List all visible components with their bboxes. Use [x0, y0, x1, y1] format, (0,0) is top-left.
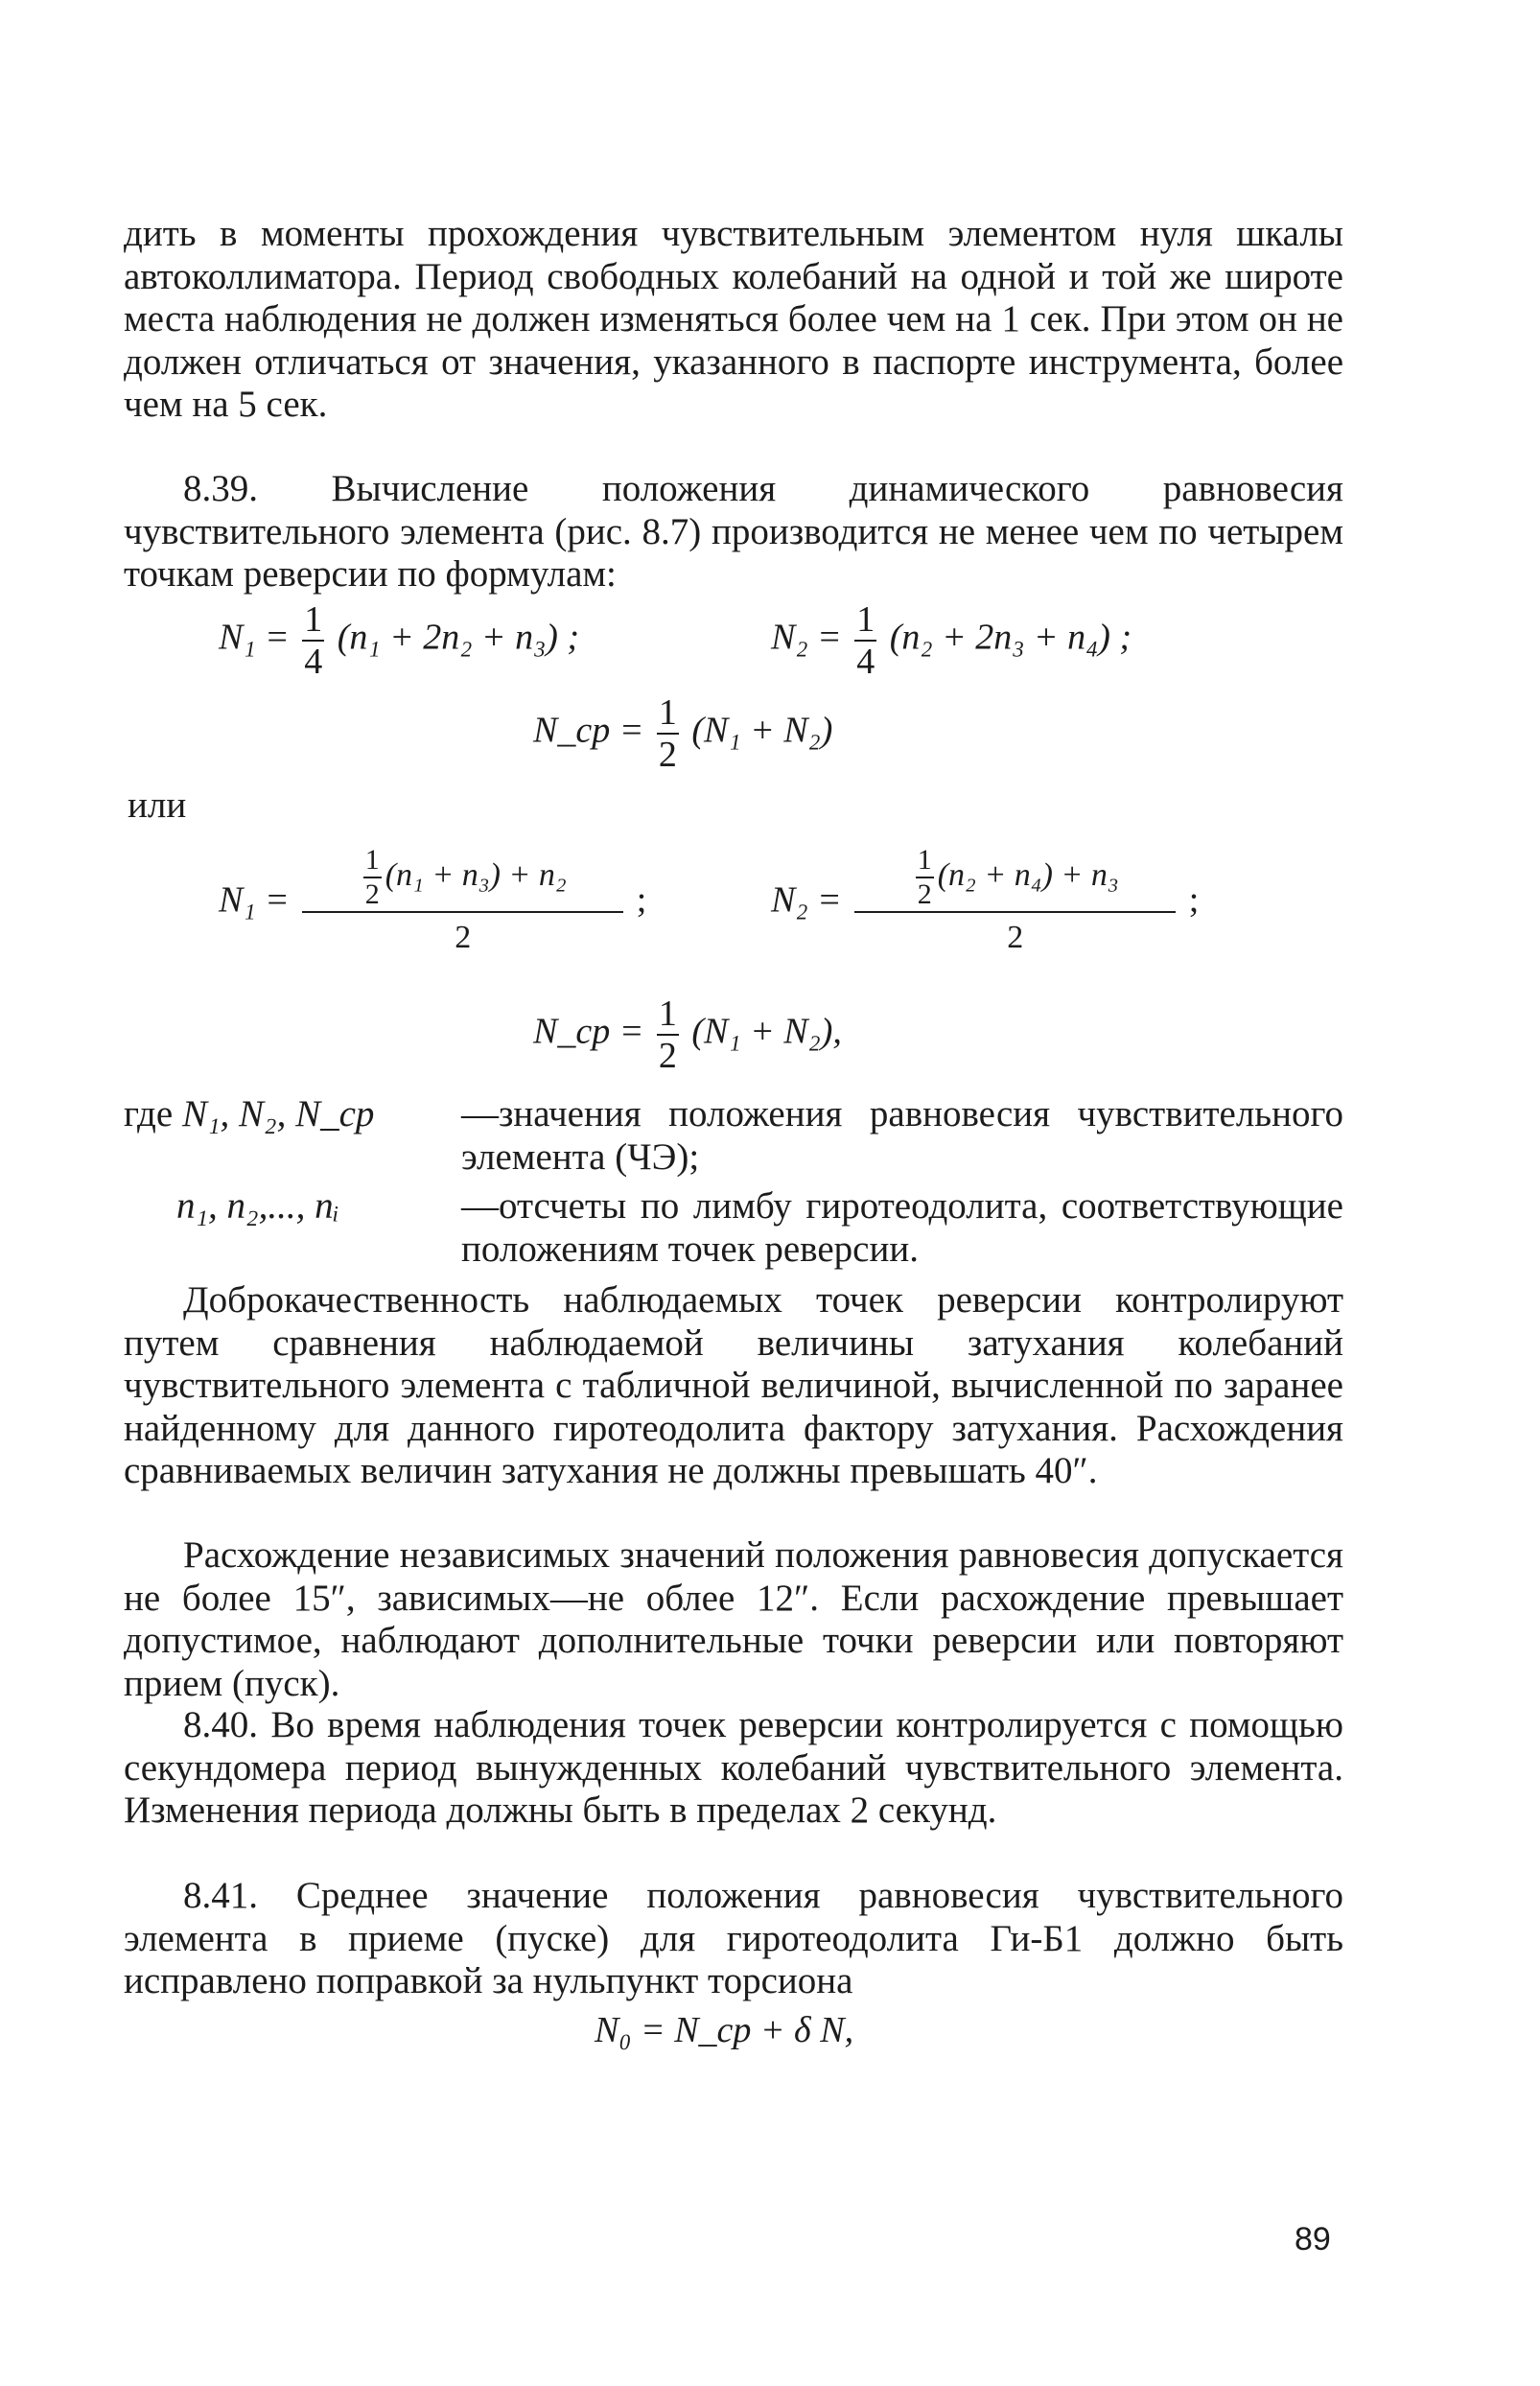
paragraph-8-39: 8.39. Вычисление положения динамического равновесия чувствительного элемента (рис. 8.7) производится не менее чем по четырем точкам реверсии по формулам:: [124, 468, 1343, 595]
formula-lhs: N₁ =: [219, 617, 290, 658]
formula-n1-compound: N₁ = $\frac{1}{2}$ (n₁ + n₃) + n₂ 2 ;: [219, 844, 646, 963]
definition-text: —значения положения равновесия чувствительного элемента (ЧЭ);: [461, 1093, 1343, 1178]
fraction-compound: $\frac{1}{2}$ (n₂ + n₄) + n₃ 2: [854, 844, 1176, 963]
fraction-one-half: $\frac{1}{2}$: [658, 994, 677, 1076]
formula-rhs: (n₁ + 2n₂ + n₃) ;: [337, 617, 580, 658]
definition-text: —отсчеты по лимбу гиротеодолита, соответствующие положениям точек реверсии.: [461, 1185, 1343, 1270]
definition-row-equilibrium: [124, 1093, 1343, 1180]
formula-lhs: N₂ =: [771, 617, 842, 658]
paragraph-quality-control: Доброкачественность наблюдаемых точек реверсии контролируют путем сравнения наблюдаемой величины затухания колебаний чувствительного элемента с табличной величиной, вычисленной по заранее найденному для данного гиротеодолита фактору затухания. Расхождения сравниваемых величин затухания не должны превышать 40″.: [124, 1279, 1343, 1491]
definition-term: n₁, n₂,..., nᵢ: [176, 1185, 339, 1227]
fraction-one-half: $\frac{1}{2}$: [917, 844, 932, 910]
formula-lhs: N₁ =: [219, 879, 290, 921]
definition-prefix: где: [124, 1093, 174, 1135]
page-number: 89: [1295, 2221, 1331, 2257]
paragraph-8-40: 8.40. Во время наблюдения точек реверсии контролируется с помощью секундомера период вынужденных колебаний чувствительного элемента. Изменения периода должны быть в пределах 2 секунд.: [124, 1704, 1343, 1831]
fraction-one-half: $\frac{1}{2}$: [364, 844, 380, 910]
fraction-compound: $\frac{1}{2}$ (n₁ + n₃) + n₂ 2: [302, 844, 623, 963]
definition-term: N₁, N₂, N_ср: [181, 1093, 375, 1135]
formula-lhs: N₂ =: [771, 879, 842, 921]
formula-n1-simple: [219, 599, 579, 682]
formula-rhs: (N₁ + N₂): [691, 710, 833, 751]
fraction-one-quarter: $\frac{1}{4}$: [304, 599, 323, 682]
formula-rhs: (N₁ + N₂),: [691, 1011, 842, 1052]
formula-lhs: N_ср =: [533, 1011, 644, 1052]
fraction-one-quarter: $\frac{1}{4}$: [856, 599, 875, 682]
formula-n0: N₀ = N_ср + δ N,: [595, 2010, 854, 2050]
paragraph-8-41: 8.41. Среднее значение положения равновесия чувствительного элемента в приеме (пуске) для гиротеодолита Ги-Б1 должно быть исправлено поправкой за нульпункт торсиона: [124, 1875, 1343, 2001]
formula-rhs: (n₂ + 2n₃ + n₄) ;: [889, 617, 1132, 658]
fraction-one-half: $\frac{1}{2}$: [658, 692, 677, 775]
formula-n2-simple: [771, 599, 1132, 682]
formula-n2-compound: N₂ = $\frac{1}{2}$ (n₂ + n₄) + n₃ 2 ;: [771, 844, 1199, 963]
formula-ncp-second: [533, 994, 842, 1076]
paragraph-period-continued: дить в моменты прохождения чувствительным элементом нуля шкалы автоколлиматора. Период свободных колебаний на одной и той же широте места наблюдения не должен изменяться более чем на 1 сек. При этом он не должен отличаться от значения, указанного в паспорте инструмента, более чем на 5 сек.: [124, 213, 1343, 425]
formula-ncp-first: [533, 692, 832, 775]
definition-row-readings: [124, 1185, 1343, 1272]
paragraph-divergence: Расхождение независимых значений положения равновесия допускается не более 15″, зависимых—не облее 12″. Если расхождение превышает допустимое, наблюдают дополнительные точки реверсии или повторяют прием (пуск).: [124, 1534, 1343, 1704]
word-ili: или: [128, 784, 187, 826]
formula-lhs: N_ср =: [533, 710, 644, 751]
